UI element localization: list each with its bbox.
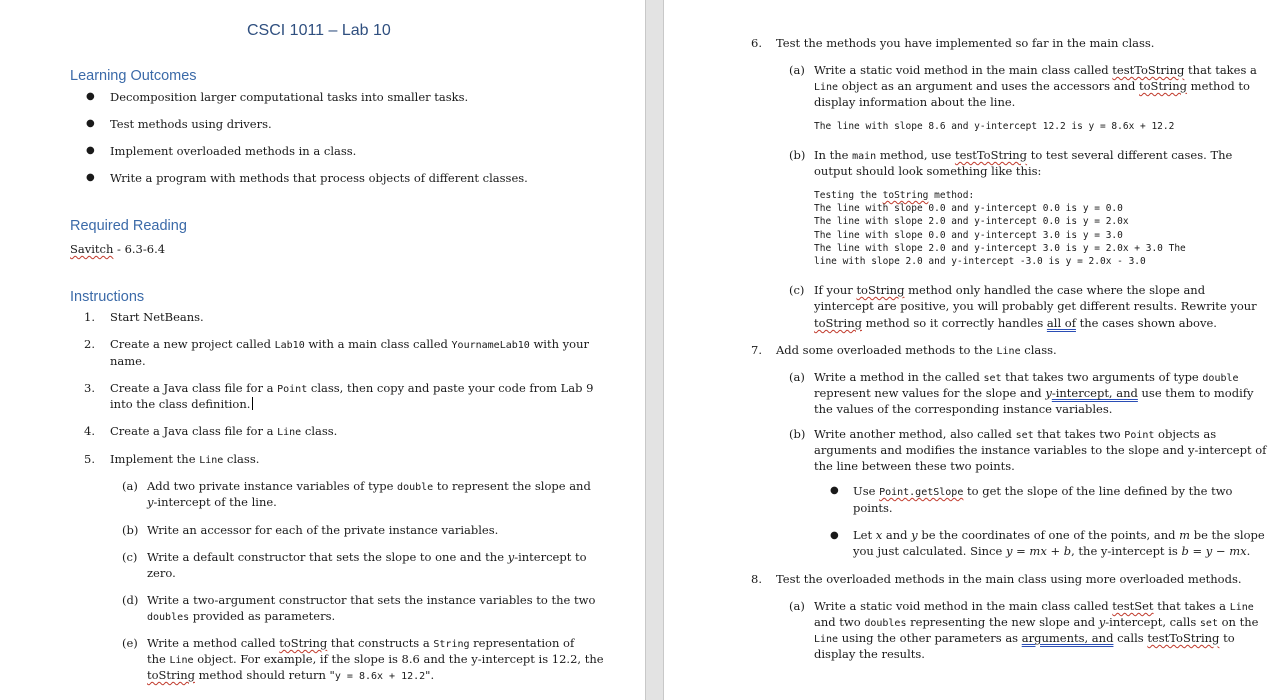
- substep-6b-text: In the main method, use testToString to test several different cases. The: [814, 148, 1233, 162]
- document-page-right: [664, 0, 1284, 700]
- step-number: 3.: [84, 381, 95, 395]
- substep-7b-text: Write another method, also called set that takes two Point objects as: [814, 427, 1217, 441]
- step-number: 1.: [84, 310, 95, 324]
- substep-label: (d): [122, 593, 139, 607]
- step-8-text: Test the overloaded methods in the main class using more overloaded methods.: [776, 572, 1242, 586]
- substep-label: (c): [789, 283, 805, 297]
- substep-label: (a): [789, 63, 805, 77]
- code-output-line: line with slope 2.0 and y-intercept -3.0 is y = 2.0x - 3.0: [814, 256, 1146, 267]
- code-sample: The line with slope 8.6 and y-intercept 12.2 is y = 8.6x + 12.2: [814, 121, 1175, 132]
- bullet-point-text: Use Point.getSlope to get the slope of the line defined by the two: [853, 484, 1233, 498]
- code-output-line: Testing the toString method:: [814, 190, 975, 201]
- substep-8a-text-cont3: display the results.: [814, 647, 925, 661]
- step-5-text: Implement the Line class.: [110, 452, 260, 466]
- substep-6c-text-cont: yintercept are positive, you will probably get different results. Rewrite your: [814, 299, 1257, 313]
- bullet-icon: ●: [86, 118, 95, 129]
- page-title: CSCI 1011 – Lab 10: [247, 22, 391, 39]
- text-cursor: [252, 397, 253, 410]
- substep-7a-text: Write a method in the called set that takes two arguments of type double: [814, 370, 1239, 384]
- bullet-icon: ●: [86, 172, 95, 183]
- step-3-text: Create a Java class file for a Point class, then copy and paste your code from Lab 9: [110, 381, 594, 395]
- substep-5a-text: Add two private instance variables of type double to represent the slope and: [147, 479, 591, 493]
- step-2-text: Create a new project called Lab10 with a main class called YournameLab10 with your: [110, 337, 589, 351]
- bullet-icon: ●: [830, 485, 839, 496]
- substep-8a-text-cont2: Line using the other parameters as arguments, and calls testToString to: [814, 631, 1235, 645]
- bullet-icon: ●: [830, 530, 839, 541]
- step-1-text: Start NetBeans.: [110, 310, 204, 324]
- code-output-line: The line with slope 0.0 and y-intercept 0.0 is y = 0.0: [814, 203, 1123, 214]
- step-number: 4.: [84, 424, 95, 438]
- substep-6a-text-cont2: display information about the line.: [814, 95, 1016, 109]
- bullet-icon: ●: [86, 145, 95, 156]
- step-number: 5.: [84, 452, 95, 466]
- substep-5e-text-cont: the Line object. For example, if the slope is 8.6 and the y-intercept is 12.2, the: [147, 652, 604, 666]
- page-gutter: [645, 0, 664, 700]
- step-number: 6.: [751, 36, 762, 50]
- substep-6a-text-cont: Line object as an argument and uses the accessors and toString method to: [814, 79, 1250, 93]
- reading-reference: Savitch - 6.3-6.4: [70, 242, 166, 256]
- substep-5e-text-cont2: toString method should return "y = 8.6x + 12.2".: [147, 668, 435, 682]
- learning-outcomes-heading: Learning Outcomes: [70, 68, 197, 84]
- substep-5e-text: Write a method called toString that constructs a String representation of: [147, 636, 575, 650]
- substep-5a-text-cont: y-intercept of the line.: [147, 495, 277, 509]
- step-4-text: Create a Java class file for a Line class.: [110, 424, 338, 438]
- step-7-text: Add some overloaded methods to the Line class.: [776, 343, 1057, 357]
- step-3-text-cont: into the class definition.: [110, 396, 253, 412]
- substep-6c-text-cont2: toString method so it correctly handles all of the cases shown above.: [814, 316, 1217, 330]
- step-6-text: Test the methods you have implemented so far in the main class.: [776, 36, 1155, 50]
- outcome-item: Decomposition larger computational tasks into smaller tasks.: [110, 90, 469, 104]
- substep-5c-text-cont: zero.: [147, 566, 176, 580]
- step-number: 2.: [84, 337, 95, 351]
- outcome-item: Test methods using drivers.: [110, 117, 272, 131]
- code-output-line: The line with slope 2.0 and y-intercept 0.0 is y = 2.0x: [814, 216, 1129, 227]
- bullet-point-text-cont: points.: [853, 501, 893, 515]
- substep-label: (a): [789, 370, 805, 384]
- code-output-line: The line with slope 2.0 and y-intercept 3.0 is y = 2.0x + 3.0 The: [814, 243, 1186, 254]
- substep-label: (a): [789, 599, 805, 613]
- step-2-text-cont: name.: [110, 354, 146, 368]
- bullet-point-text-cont: you just calculated. Since y = mx + b, the y-intercept is b = y − mx.: [853, 544, 1251, 558]
- substep-label: (a): [122, 479, 138, 493]
- substep-label: (b): [789, 427, 806, 441]
- outcome-item: Implement overloaded methods in a class.: [110, 144, 357, 158]
- substep-label: (b): [122, 523, 139, 537]
- substep-7a-text-cont2: the values of the corresponding instance variables.: [814, 402, 1113, 416]
- substep-5d-text-cont: doubles provided as parameters.: [147, 609, 336, 623]
- substep-7a-text-cont: represent new values for the slope and y-intercept, and use them to modify: [814, 386, 1254, 400]
- substep-8a-text-cont: and two doubles representing the new slope and y-intercept, calls set on the: [814, 615, 1259, 629]
- substep-6c-text: If your toString method only handled the case where the slope and: [814, 283, 1206, 297]
- substep-6a-text: Write a static void method in the main class called testToString that takes a: [814, 63, 1257, 77]
- step-number: 7.: [751, 343, 762, 357]
- code-output-line: The line with slope 0.0 and y-intercept 3.0 is y = 3.0: [814, 230, 1123, 241]
- step-number: 8.: [751, 572, 762, 586]
- substep-5d-text: Write a two-argument constructor that sets the instance variables to the two: [147, 593, 596, 607]
- instructions-heading: Instructions: [70, 289, 145, 305]
- required-reading-heading: Required Reading: [70, 218, 187, 234]
- bullet-point-text: Let x and y be the coordinates of one of the points, and m be the slope: [853, 528, 1265, 542]
- substep-7b-text-cont: arguments and modifies the instance variables to the slope and y-intercept of: [814, 443, 1267, 457]
- substep-7b-text-cont2: the line between these two points.: [814, 459, 1015, 473]
- substep-8a-text: Write a static void method in the main class called testSet that takes a Line: [814, 599, 1254, 613]
- substep-label: (b): [789, 148, 806, 162]
- bullet-icon: ●: [86, 91, 95, 102]
- substep-6b-text-cont: output should look something like this:: [814, 164, 1042, 178]
- substep-label: (c): [122, 550, 138, 564]
- substep-5b-text: Write an accessor for each of the private instance variables.: [147, 523, 499, 537]
- outcome-item: Write a program with methods that process objects of different classes.: [110, 171, 528, 185]
- substep-5c-text: Write a default constructor that sets the slope to one and the y-intercept to: [147, 550, 587, 564]
- substep-label: (e): [122, 636, 138, 650]
